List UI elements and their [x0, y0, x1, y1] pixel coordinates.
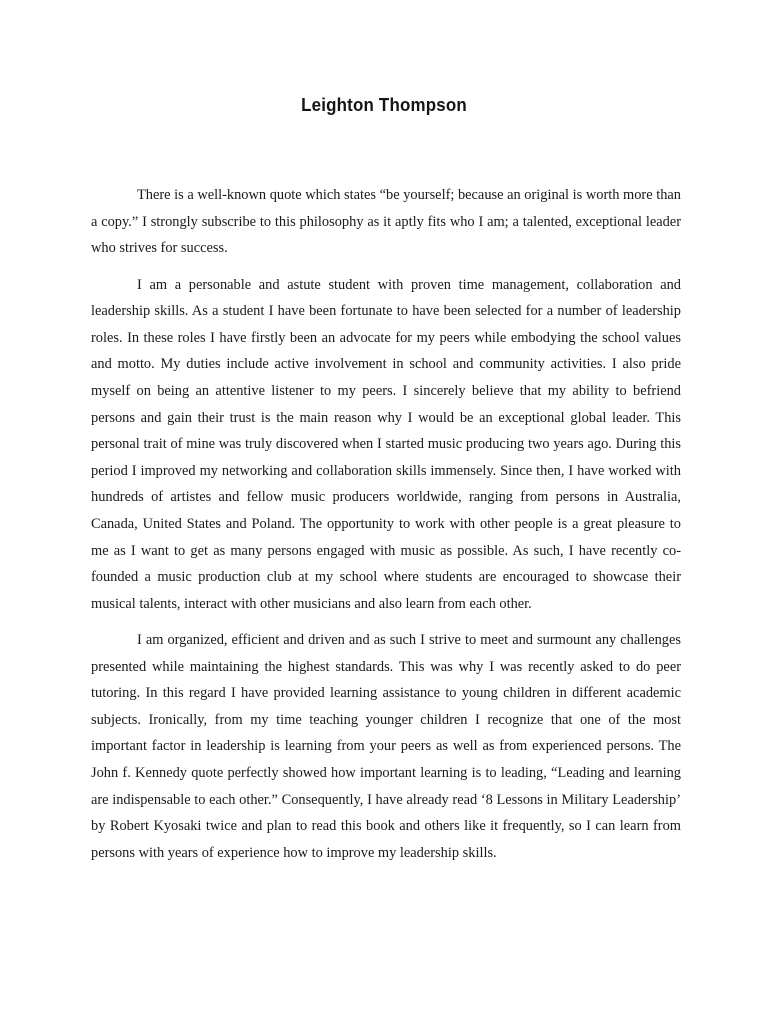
- paragraph-2: I am a personable and astute student with proven time management, collaboration and leadership skills. As a student I have been fortunate to have been selected for a number of leadership roles. In these roles I have firstly been an advocate for my peers while embodying the school values and motto. My duties include active involvement in school and community activities. I also pride myself on being an attentive listener to my peers. I sincerely believe that my ability to befriend persons and gain their trust is the main reason why I would be an exceptional global leader. This personal trait of mine was truly discovered when I started music producing two years ago. During this period I improved my networking and collaboration skills immensely. Since then, I have worked with hundreds of artistes and fellow music producers worldwide, ranging from persons in Australia, Canada, United States and Poland. The opportunity to work with other people is a great pleasure to me as I want to get as many persons engaged with music as possible. As such, I have recently co-founded a music production club at my school where students are encouraged to showcase their musical talents, interact with other musicians and also learn from each other.: [91, 276, 681, 612]
- paragraph-3: I am organized, efficient and driven and as such I strive to meet and surmount any challenges presented while maintaining the highest standards. This was why I was recently asked to do peer tutoring. In this regard I have provided learning assistance to young children in different academic subjects. Ironically, from my time teaching younger children I recognize that one of the most important factor in leadership is learning from your peers as well as from experienced persons. The John f. Kennedy quote perfectly showed how important learning is to leading, “Leading and learning are indispensable to each other.” Consequently, I have already read ‘8 Lessons in Military Leadership’ by Robert Kyosaki twice and plan to read this book and others like it frequently, so I can learn from persons with years of experience how to improve my leadership skills.: [91, 632, 681, 861]
- document-title: Leighton Thompson: [301, 95, 467, 115]
- document-body: [91, 182, 681, 876]
- paragraph-1: There is a well-known quote which states “be yourself; because an original is worth more than a copy.” I strongly subscribe to this philosophy as it aptly fits who I am; a talented, exceptional leader who strives for success.: [91, 187, 681, 257]
